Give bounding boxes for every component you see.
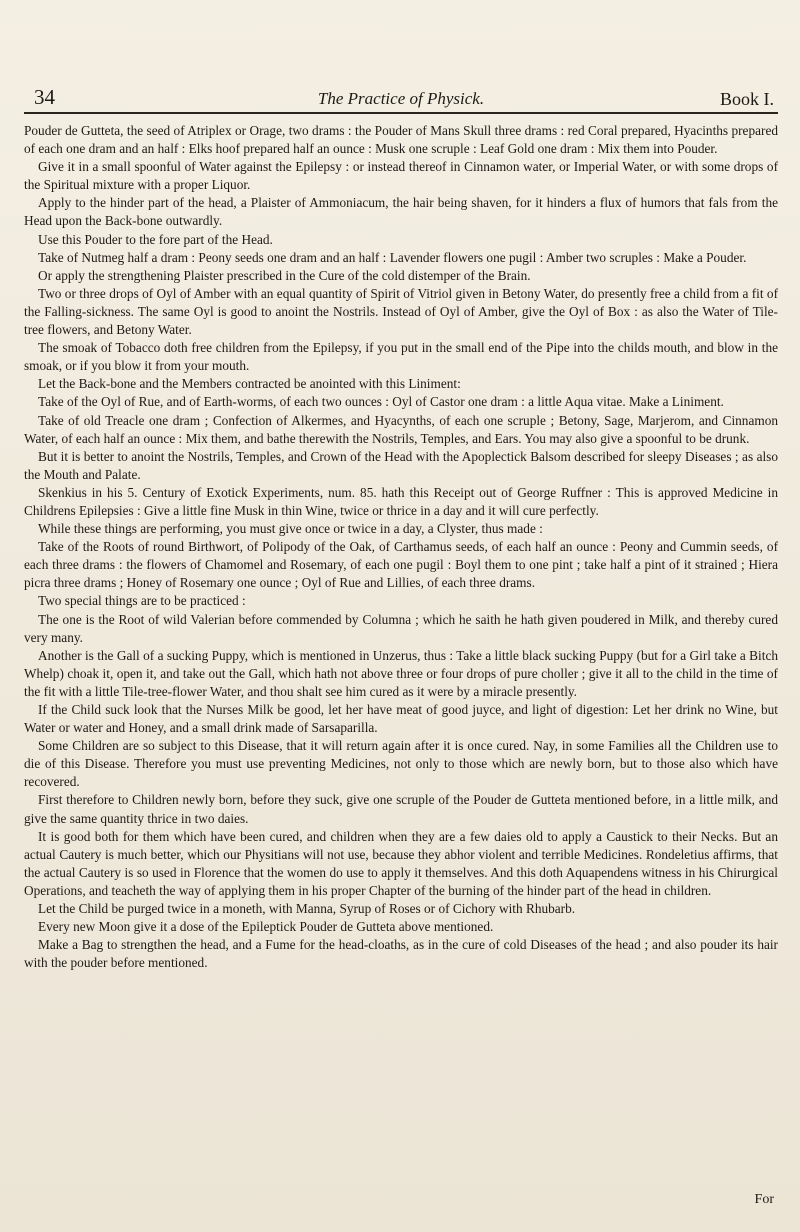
paragraph: Pouder de Gutteta, the seed of Atriplex or Orage, two drams : the Pouder of Mans Skull three drams : red Coral prepared, Hyacinths prepared of each one dram and an half : Elks hoof prepared half an ounce : Musk one scruple : Leaf Gold one dram : Mix them into Pouder. (24, 123, 778, 157)
paragraph: Every new Moon give it a dose of the Epileptick Pouder de Gutteta above mentioned. (38, 919, 494, 935)
paragraph: The smoak of Tobacco doth free children from the Epilepsy, if you put in the small end of the Pipe into the childs mouth, and blow in the smoak, or if you blow it from your mouth. (24, 340, 778, 374)
paragraph: While these things are performing, you must give once or twice in a day, a Clyster, thus made : (38, 521, 543, 537)
paragraph: Two or three drops of Oyl of Amber with an equal quantity of Spirit of Vitriol given in Betony Water, do presently free a child from a fit of the Falling-sickness. The same Oyl is good to anoint the Nostrils. Instead of Oyl of Amber, give the Oyl of Box : as also the Water of Tile-tree flowers, and Betony Water. (24, 285, 778, 338)
paragraph: Another is the Gall of a sucking Puppy, which is mentioned in Unzerus, thus : Take a little black sucking Puppy (but for a Girl take a Bitch Whelp) choak it, open it, and take out the Gall, which hath not above three or four drops of pure choller ; give it all to the child in the time of the fit with a little Tile-tree-flower Water, and thou shalt see him cured as it were by a miracle presently. (24, 647, 778, 699)
book-label: Book I. (720, 89, 774, 109)
paragraph: Give it in a small spoonful of Water against the Epilepsy : or instead thereof in Cinnamon water, or Imperial Water, or with some drops of the Spiritual mixture with a proper Liquor. (24, 159, 778, 193)
paragraph: Some Children are so subject to this Disease, that it will return again after it is once cured. Nay, in some Families all the Children use to die of this Disease. Therefore you must use preventing Medicines, not only to those which are newly born, but to those also which have recovered. (24, 738, 778, 790)
paragraph: Use this Pouder to the fore part of the Head. (38, 231, 273, 247)
page-number: 34 (34, 85, 55, 109)
page-header (24, 86, 778, 114)
paragraph: Take of the Roots of round Birthwort, of Polipody of the Oak, of Carthamus seeds, of each half an ounce : Peony and Cummin seeds, of each three drams : the flowers of Chamomel and Rosemary, of each one pugil : Boyl them to one pint ; take half a pint of it strained ; Hiera picra three drams ; Honey of Rosemary one ounce ; Oyl of Rue and Lillies, of each three drams. (24, 539, 778, 591)
paragraph: Let the Back-bone and the Members contracted be anointed with this Liniment: (38, 376, 461, 392)
paragraph: Or apply the strengthening Plaister prescribed in the Cure of the cold distemper of the Brain. (38, 267, 531, 283)
paragraph: First therefore to Children newly born, before they suck, give one scruple of the Pouder de Gutteta mentioned before, in a little milk, and give the same quantity thrice in two daies. (24, 792, 778, 826)
catchword: For (754, 1192, 774, 1207)
running-title: The Practice of Physick. (317, 89, 485, 108)
body-text (24, 122, 778, 972)
paragraph: Let the Child be purged twice in a moneth, with Manna, Syrup of Roses or of Cichory with Rhubarb. (38, 901, 576, 917)
paragraph: Two special things are to be practiced : (38, 593, 246, 609)
paragraph: Skenkius in his 5. Century of Exotick Experiments, num. 85. hath this Receipt out of George Ruffner : This is approved Medicine in Childrens Epilepsies : Give a little fine Musk in thin Wine, twice or thrice in a day and it will cure perfectly. (24, 484, 778, 518)
paragraph: Take of the Oyl of Rue, and of Earth-worms, of each two ounces : Oyl of Castor one dram : a little Aqua vitae. Make a Liniment. (38, 394, 724, 410)
paragraph: Apply to the hinder part of the head, a Plaister of Ammoniacum, the hair being shaven, for it hinders a flux of humors that fals from the Head upon the Back-bone outwardly. (24, 195, 778, 229)
paragraph: The one is the Root of wild Valerian before commended by Columna ; which he saith he hath given poudered in Milk, and thereby cured very many. (24, 611, 778, 645)
paragraph: Take of Nutmeg half a dram : Peony seeds one dram and an half : Lavender flowers one pugil : Amber two scruples : Make a Pouder. (38, 249, 747, 265)
paragraph: If the Child suck look that the Nurses Milk be good, let her have meat of good juyce, and light of digestion: Let her drink no Wine, but Water or water and Honey, and a small drink made of Sarsaparilla. (24, 702, 778, 736)
paragraph: Take of old Treacle one dram ; Confection of Alkermes, and Hyacynths, of each one scruple ; Betony, Sage, Marjerom, and Cinnamon Water, of each half an ounce : Mix them, and bathe therewith the Nostrils, Temples, and Ears. You may also give a spoonful to be drunk. (24, 412, 778, 446)
paragraph: Make a Bag to strengthen the head, and a Fume for the head-cloaths, as in the cure of cold Diseases of the head ; and also pouder its hair with the pouder before mentioned. (24, 937, 778, 971)
paragraph: But it is better to anoint the Nostrils, Temples, and Crown of the Head with the Apoplectick Balsom described for sleepy Diseases ; as also the Mouth and Palate. (24, 448, 778, 482)
paragraph: It is good both for them which have been cured, and children when they are a few daies old to apply a Caustick to their Necks. But an actual Cautery is much better, which our Physitians will not use, because they abhor violent and terrible Medicines. Rondeletius affirms, that the actual Cautery is so used in Florence that the women do use to apply it themselves. And this doth Aquapendens witness in his Chirurgical Operations, and teacheth the way of applying them in his proper Chapter of the burning of the hinder part of the head in children. (24, 828, 778, 898)
